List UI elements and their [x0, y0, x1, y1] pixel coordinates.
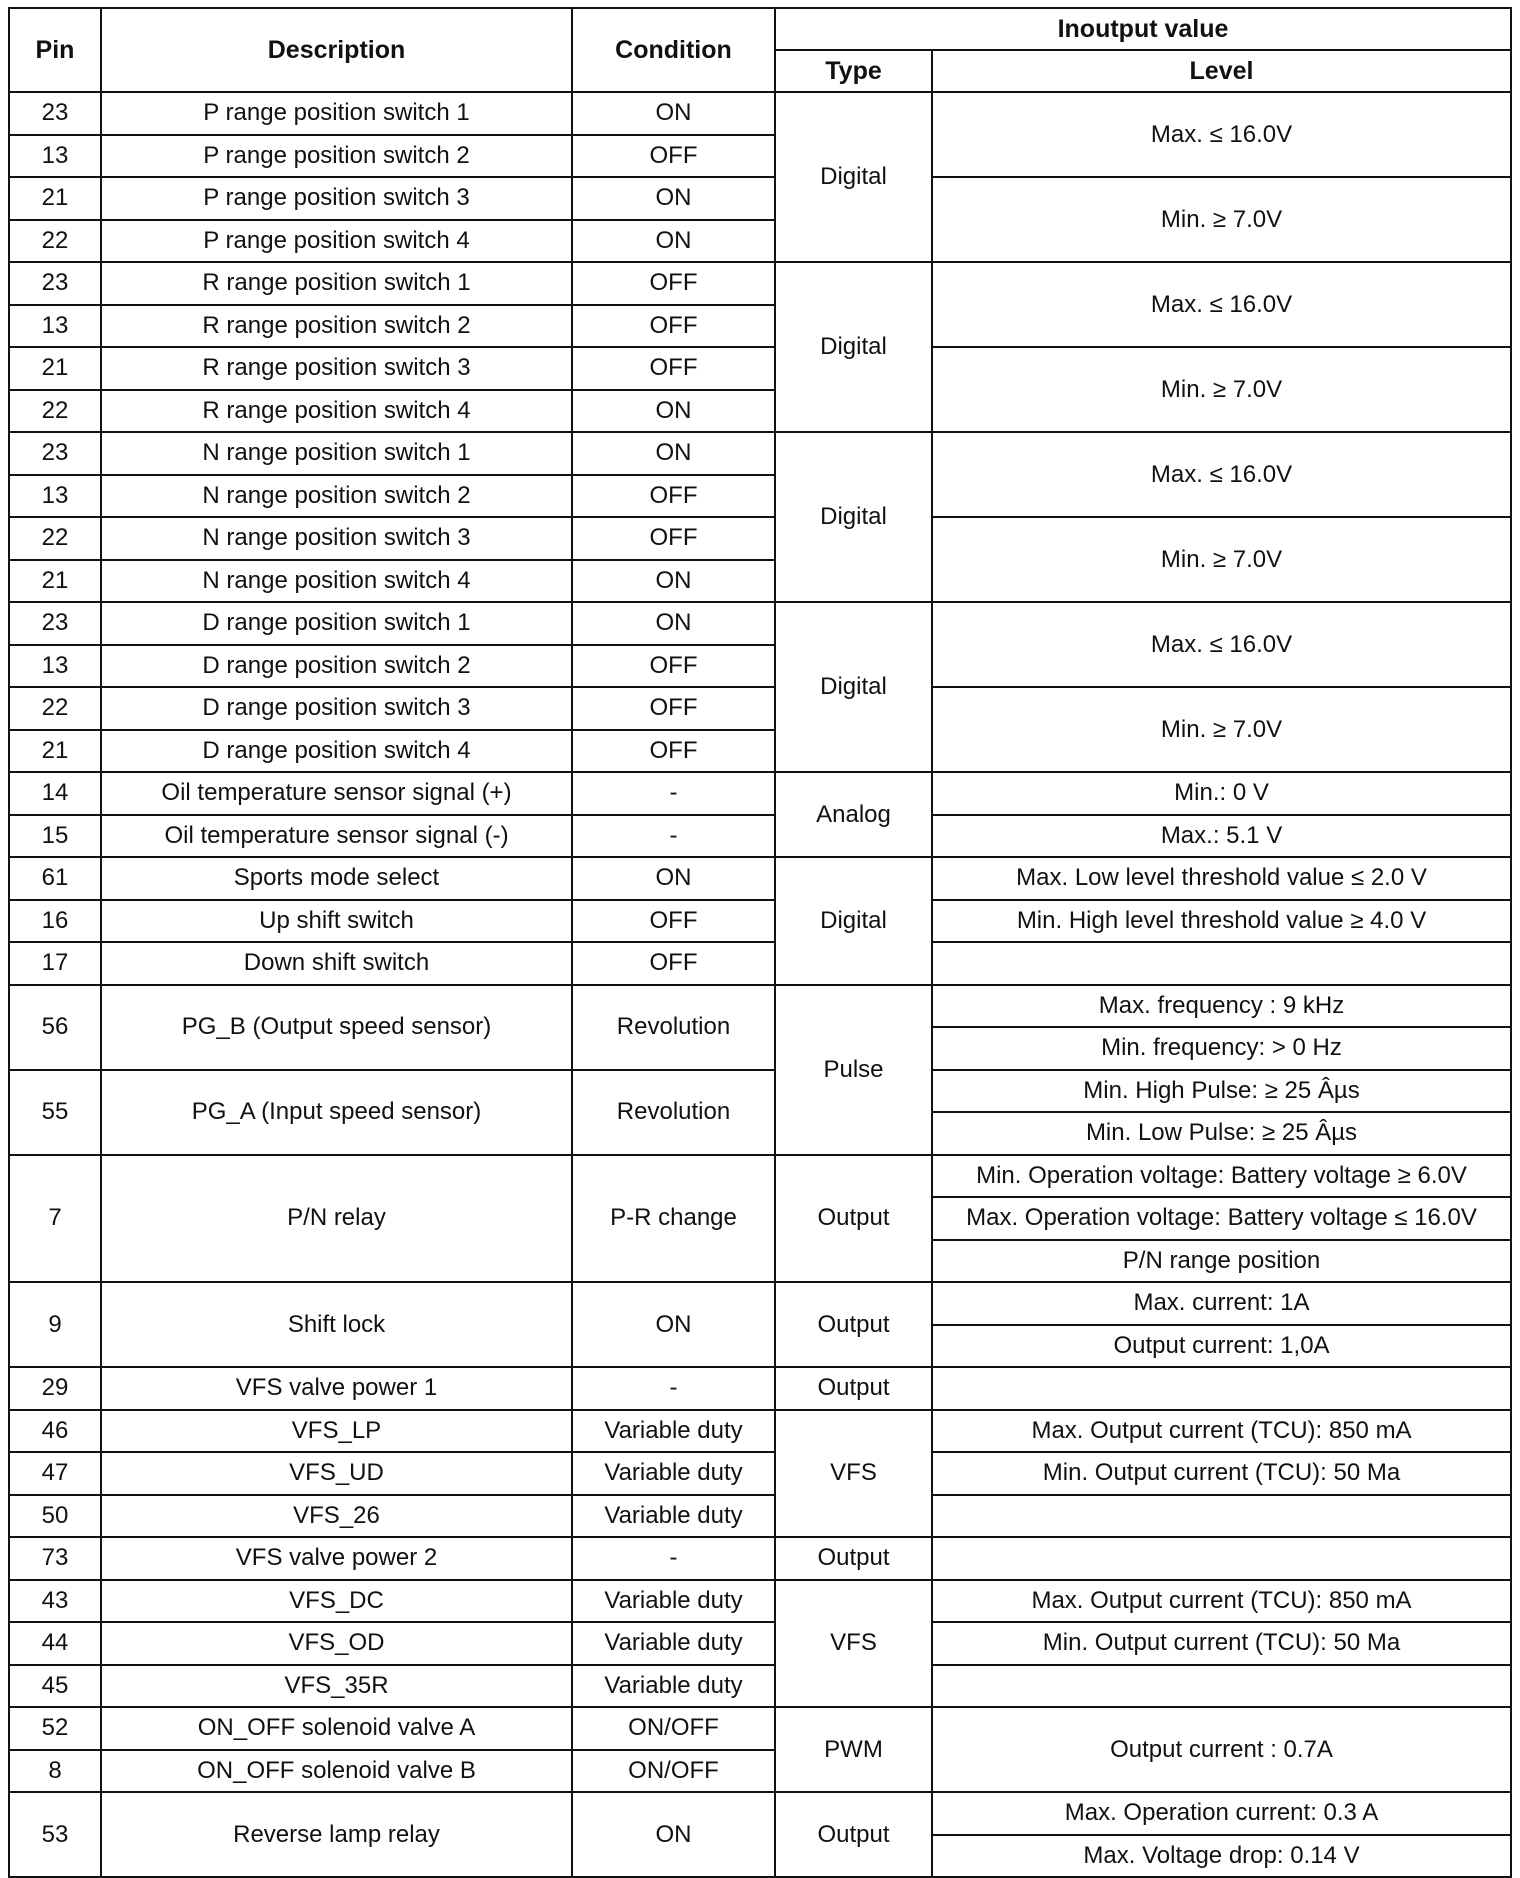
description-cell: Reverse lamp relay [101, 1792, 572, 1877]
pin-cell: 17 [9, 942, 101, 985]
level-cell: Min. Operation voltage: Battery voltage ≥ 6.0V [932, 1155, 1511, 1198]
condition-cell: Variable duty [572, 1622, 775, 1665]
level-cell-empty [932, 1665, 1511, 1708]
description-cell: VFS_DC [101, 1580, 572, 1623]
table-row [9, 602, 1511, 645]
pin-cell: 45 [9, 1665, 101, 1708]
pin-cell: 21 [9, 730, 101, 773]
pin-cell: 16 [9, 900, 101, 943]
header-level: Level [932, 50, 1511, 92]
pin-cell: 13 [9, 645, 101, 688]
table-row [9, 815, 1511, 858]
description-cell: P range position switch 4 [101, 220, 572, 263]
pin-cell: 15 [9, 815, 101, 858]
table-row [9, 985, 1511, 1028]
level-cell: Min. Low Pulse: ≥ 25 Âµs [932, 1112, 1511, 1155]
pin-cell: 46 [9, 1410, 101, 1453]
header-pin: Pin [9, 8, 101, 92]
description-cell: N range position switch 1 [101, 432, 572, 475]
condition-cell: Variable duty [572, 1665, 775, 1708]
condition-cell: ON [572, 857, 775, 900]
pin-cell: 13 [9, 475, 101, 518]
type-cell: Pulse [775, 985, 932, 1155]
type-cell: PWM [775, 1707, 932, 1792]
condition-cell: Variable duty [572, 1495, 775, 1538]
type-cell: Digital [775, 262, 932, 432]
condition-cell: ON [572, 1282, 775, 1367]
description-cell: P/N relay [101, 1155, 572, 1283]
description-cell: R range position switch 3 [101, 347, 572, 390]
type-cell: Digital [775, 602, 932, 772]
type-cell: Output [775, 1537, 932, 1580]
pin-cell: 14 [9, 772, 101, 815]
description-cell: ON_OFF solenoid valve B [101, 1750, 572, 1793]
table-row [9, 1070, 1511, 1113]
level-cell: Output current : 0.7A [932, 1707, 1511, 1792]
level-cell: Max. Voltage drop: 0.14 V [932, 1835, 1511, 1878]
description-cell: Oil temperature sensor signal (+) [101, 772, 572, 815]
table-row [9, 1367, 1511, 1410]
table-row [9, 1495, 1511, 1538]
table-row [9, 1282, 1511, 1325]
description-cell: R range position switch 2 [101, 305, 572, 348]
condition-cell: P-R change [572, 1155, 775, 1283]
description-cell: VFS_35R [101, 1665, 572, 1708]
description-cell: VFS_UD [101, 1452, 572, 1495]
condition-cell: Variable duty [572, 1410, 775, 1453]
condition-cell: ON [572, 390, 775, 433]
type-cell: Digital [775, 92, 932, 262]
level-cell: Max. Output current (TCU): 850 mA [932, 1410, 1511, 1453]
pin-cell: 43 [9, 1580, 101, 1623]
level-cell: Max. ≤ 16.0V [932, 92, 1511, 177]
description-cell: D range position switch 2 [101, 645, 572, 688]
pin-cell: 50 [9, 1495, 101, 1538]
level-cell: Max. ≤ 16.0V [932, 602, 1511, 687]
table-row [9, 1792, 1511, 1835]
condition-cell: OFF [572, 730, 775, 773]
pin-cell: 73 [9, 1537, 101, 1580]
pin-cell: 21 [9, 347, 101, 390]
pin-cell: 29 [9, 1367, 101, 1410]
pin-cell: 13 [9, 305, 101, 348]
description-cell: Down shift switch [101, 942, 572, 985]
pin-cell: 21 [9, 560, 101, 603]
table-row [9, 1580, 1511, 1623]
table-row [9, 347, 1511, 390]
description-cell: P range position switch 1 [101, 92, 572, 135]
table-row [9, 1410, 1511, 1453]
level-cell: Max.: 5.1 V [932, 815, 1511, 858]
pin-cell: 22 [9, 390, 101, 433]
type-cell: VFS [775, 1410, 932, 1538]
description-cell: D range position switch 3 [101, 687, 572, 730]
pin-cell: 55 [9, 1070, 101, 1155]
pin-cell: 23 [9, 262, 101, 305]
condition-cell: - [572, 1367, 775, 1410]
type-cell: Output [775, 1367, 932, 1410]
table-row [9, 772, 1511, 815]
condition-cell: - [572, 772, 775, 815]
condition-cell: ON [572, 92, 775, 135]
condition-cell: Variable duty [572, 1580, 775, 1623]
table-row [9, 517, 1511, 560]
description-cell: N range position switch 4 [101, 560, 572, 603]
description-cell: Up shift switch [101, 900, 572, 943]
table-row [9, 177, 1511, 220]
description-cell: Shift lock [101, 1282, 572, 1367]
condition-cell: OFF [572, 687, 775, 730]
condition-cell: OFF [572, 900, 775, 943]
table-row [9, 900, 1511, 943]
pin-cell: 56 [9, 985, 101, 1070]
pin-cell: 23 [9, 92, 101, 135]
level-cell-empty [932, 1367, 1511, 1410]
type-cell: Output [775, 1282, 932, 1367]
pin-cell: 8 [9, 1750, 101, 1793]
pin-cell: 22 [9, 220, 101, 263]
description-cell: Sports mode select [101, 857, 572, 900]
level-cell: Min. ≥ 7.0V [932, 347, 1511, 432]
table-row [9, 1665, 1511, 1708]
pin-table-container [8, 7, 1512, 1878]
level-cell: Max. ≤ 16.0V [932, 432, 1511, 517]
pin-cell: 7 [9, 1155, 101, 1283]
level-cell: Min. High Pulse: ≥ 25 Âµs [932, 1070, 1511, 1113]
pin-cell: 22 [9, 517, 101, 560]
level-cell: Max. ≤ 16.0V [932, 262, 1511, 347]
condition-cell: ON [572, 432, 775, 475]
pin-cell: 23 [9, 432, 101, 475]
level-cell: Min. Output current (TCU): 50 Ma [932, 1452, 1511, 1495]
table-row [9, 1452, 1511, 1495]
level-cell: Min. ≥ 7.0V [932, 177, 1511, 262]
description-cell: PG_B (Output speed sensor) [101, 985, 572, 1070]
description-cell: VFS_OD [101, 1622, 572, 1665]
level-cell: Min. High level threshold value ≥ 4.0 V [932, 900, 1511, 943]
pin-cell: 23 [9, 602, 101, 645]
description-cell: P range position switch 3 [101, 177, 572, 220]
header-condition: Condition [572, 8, 775, 92]
level-cell: Min. ≥ 7.0V [932, 687, 1511, 772]
header-description: Description [101, 8, 572, 92]
pin-cell: 47 [9, 1452, 101, 1495]
level-cell: Min. frequency: > 0 Hz [932, 1027, 1511, 1070]
type-cell: Digital [775, 432, 932, 602]
pin-cell: 22 [9, 687, 101, 730]
level-cell-empty [932, 1495, 1511, 1538]
pin-cell: 9 [9, 1282, 101, 1367]
table-row [9, 1155, 1511, 1198]
condition-cell: Variable duty [572, 1452, 775, 1495]
level-cell: Min. ≥ 7.0V [932, 517, 1511, 602]
condition-cell: Revolution [572, 1070, 775, 1155]
condition-cell: ON [572, 560, 775, 603]
condition-cell: ON/OFF [572, 1750, 775, 1793]
table-row [9, 1707, 1511, 1750]
condition-cell: ON/OFF [572, 1707, 775, 1750]
pin-cell: 52 [9, 1707, 101, 1750]
description-cell: R range position switch 4 [101, 390, 572, 433]
level-cell: P/N range position [932, 1240, 1511, 1283]
level-cell: Min.: 0 V [932, 772, 1511, 815]
table-row [9, 432, 1511, 475]
level-cell: Min. Output current (TCU): 50 Ma [932, 1622, 1511, 1665]
pin-cell: 21 [9, 177, 101, 220]
description-cell: N range position switch 2 [101, 475, 572, 518]
level-cell-empty [932, 1537, 1511, 1580]
condition-cell: ON [572, 177, 775, 220]
condition-cell: OFF [572, 517, 775, 560]
level-cell: Output current: 1,0A [932, 1325, 1511, 1368]
description-cell: VFS valve power 1 [101, 1367, 572, 1410]
condition-cell: OFF [572, 262, 775, 305]
level-cell: Max. Output current (TCU): 850 mA [932, 1580, 1511, 1623]
level-cell: Max. Operation voltage: Battery voltage ≤ 16.0V [932, 1197, 1511, 1240]
description-cell: D range position switch 4 [101, 730, 572, 773]
description-cell: ON_OFF solenoid valve A [101, 1707, 572, 1750]
type-cell: Output [775, 1792, 932, 1877]
description-cell: N range position switch 3 [101, 517, 572, 560]
level-cell: Max. current: 1A [932, 1282, 1511, 1325]
description-cell: PG_A (Input speed sensor) [101, 1070, 572, 1155]
condition-cell: OFF [572, 942, 775, 985]
description-cell: R range position switch 1 [101, 262, 572, 305]
condition-cell: OFF [572, 347, 775, 390]
description-cell: VFS valve power 2 [101, 1537, 572, 1580]
level-cell: Max. Low level threshold value ≤ 2.0 V [932, 857, 1511, 900]
condition-cell: OFF [572, 135, 775, 178]
pin-io-table [8, 7, 1512, 1878]
description-cell: Oil temperature sensor signal (-) [101, 815, 572, 858]
table-row [9, 687, 1511, 730]
table-row [9, 1537, 1511, 1580]
table-row [9, 942, 1511, 985]
condition-cell: ON [572, 220, 775, 263]
header-type: Type [775, 50, 932, 92]
header-inoutput-value: Inoutput value [775, 8, 1511, 50]
table-row [9, 1622, 1511, 1665]
condition-cell: - [572, 1537, 775, 1580]
table-row [9, 857, 1511, 900]
description-cell: VFS_26 [101, 1495, 572, 1538]
condition-cell: OFF [572, 305, 775, 348]
pin-cell: 13 [9, 135, 101, 178]
pin-cell: 53 [9, 1792, 101, 1877]
condition-cell: OFF [572, 475, 775, 518]
condition-cell: Revolution [572, 985, 775, 1070]
description-cell: VFS_LP [101, 1410, 572, 1453]
condition-cell: ON [572, 1792, 775, 1877]
description-cell: P range position switch 2 [101, 135, 572, 178]
level-cell: Max. frequency : 9 kHz [932, 985, 1511, 1028]
pin-cell: 61 [9, 857, 101, 900]
condition-cell: OFF [572, 645, 775, 688]
type-cell: Output [775, 1155, 932, 1283]
condition-cell: ON [572, 602, 775, 645]
type-cell: Analog [775, 772, 932, 857]
level-cell: Max. Operation current: 0.3 A [932, 1792, 1511, 1835]
table-row [9, 262, 1511, 305]
table-row [9, 92, 1511, 135]
pin-cell: 44 [9, 1622, 101, 1665]
type-cell: VFS [775, 1580, 932, 1708]
level-cell-empty [932, 942, 1511, 985]
type-cell: Digital [775, 857, 932, 985]
description-cell: D range position switch 1 [101, 602, 572, 645]
condition-cell: - [572, 815, 775, 858]
